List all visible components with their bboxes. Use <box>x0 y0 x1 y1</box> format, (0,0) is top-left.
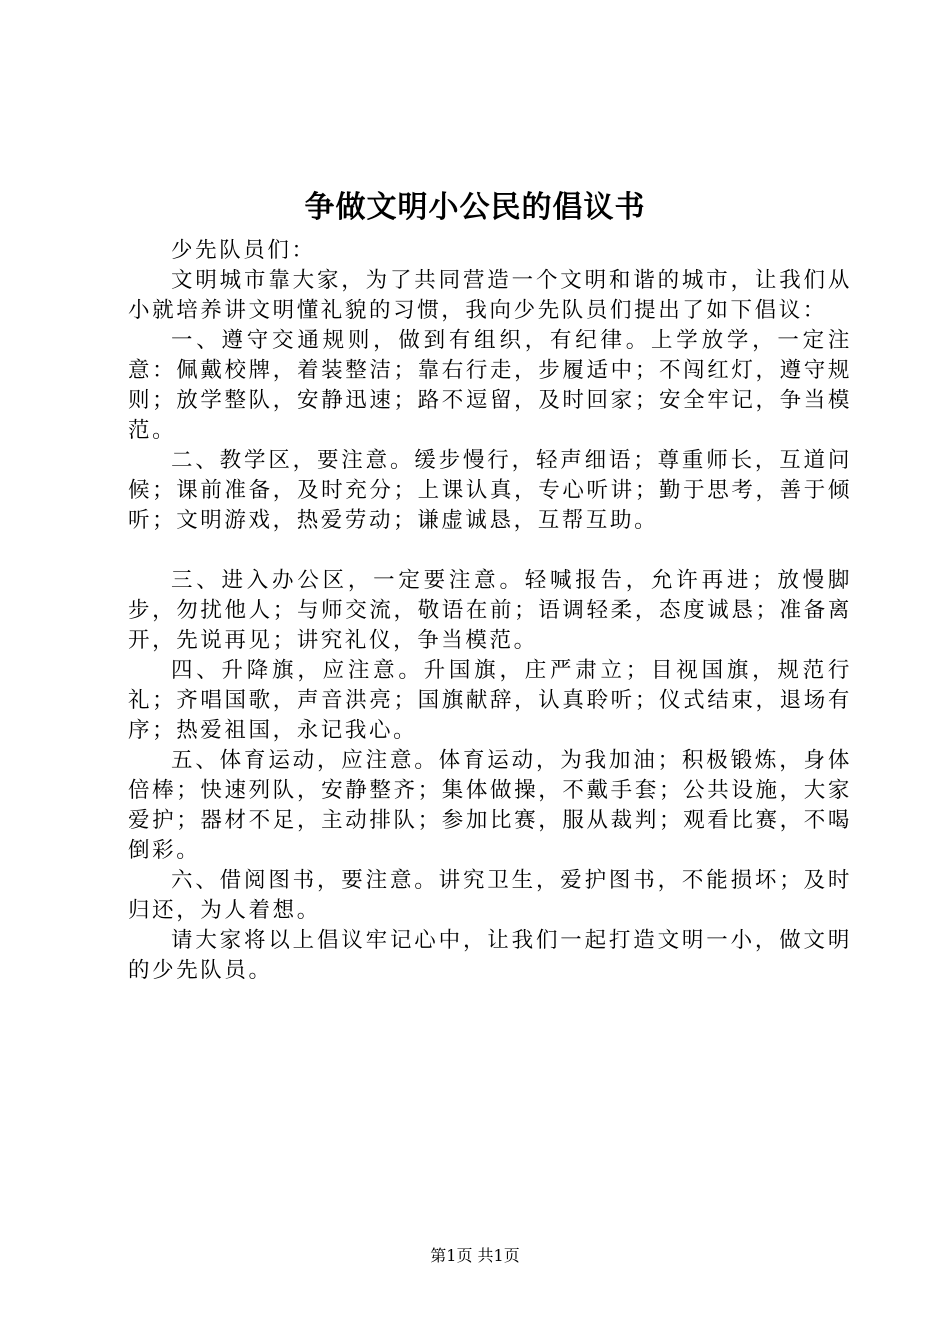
salutation: 少先队员们： <box>171 238 316 263</box>
paragraph-library: 六、借阅图书，要注意。讲究卫生，爱护图书，不能损坏；及时归还，为人着想。 <box>128 868 852 923</box>
paragraph-traffic: 一、遵守交通规则，做到有组织，有纪律。上学放学，一定注意：佩戴校牌，着装整洁；靠右行走，步履适中；不闯红灯，遵守规则；放学整队，安静迅速；路不逗留，及时回家；安全牢记，争当模范。 <box>128 328 852 443</box>
paragraph-closing: 请大家将以上倡议牢记心中，让我们一起打造文明一小，做文明的少先队员。 <box>128 928 852 983</box>
paragraph-teaching-area: 二、教学区，要注意。缓步慢行，轻声细语；尊重师长，互道问候；课前准备，及时充分；上课认真，专心听讲；勤于思考，善于倾听；文明游戏，热爱劳动；谦虚诚恳，互帮互助。 <box>128 448 852 533</box>
document-title: 争做文明小公民的倡议书 <box>304 190 646 225</box>
document-body <box>128 236 852 986</box>
paragraph-intro: 文明城市靠大家，为了共同营造一个文明和谐的城市，让我们从小就培养讲文明懂礼貌的习惯，我向少先队员们提出了如下倡议： <box>128 268 852 323</box>
paragraph-office-area: 三、进入办公区，一定要注意。轻喊报告，允许再进；放慢脚步，勿扰他人；与师交流，敬语在前；语调轻柔，态度诚恳；准备离开，先说再见；讲究礼仪，争当模范。 <box>128 568 852 653</box>
paragraph-flag-ceremony: 四、升降旗，应注意。升国旗，庄严肃立；目视国旗，规范行礼；齐唱国歌，声音洪亮；国旗献辞，认真聆听；仪式结束，退场有序；热爱祖国，永记我心。 <box>128 658 852 743</box>
paragraph-sports: 五、体育运动，应注意。体育运动，为我加油；积极锻炼，身体倍棒；快速列队，安静整齐；集体做操，不戴手套；公共设施，大家爱护；器材不足，主动排队；参加比赛，服从裁判；观看比赛，不喝倒彩。 <box>128 748 852 863</box>
page-footer: 第1页 共1页 <box>430 1246 520 1265</box>
